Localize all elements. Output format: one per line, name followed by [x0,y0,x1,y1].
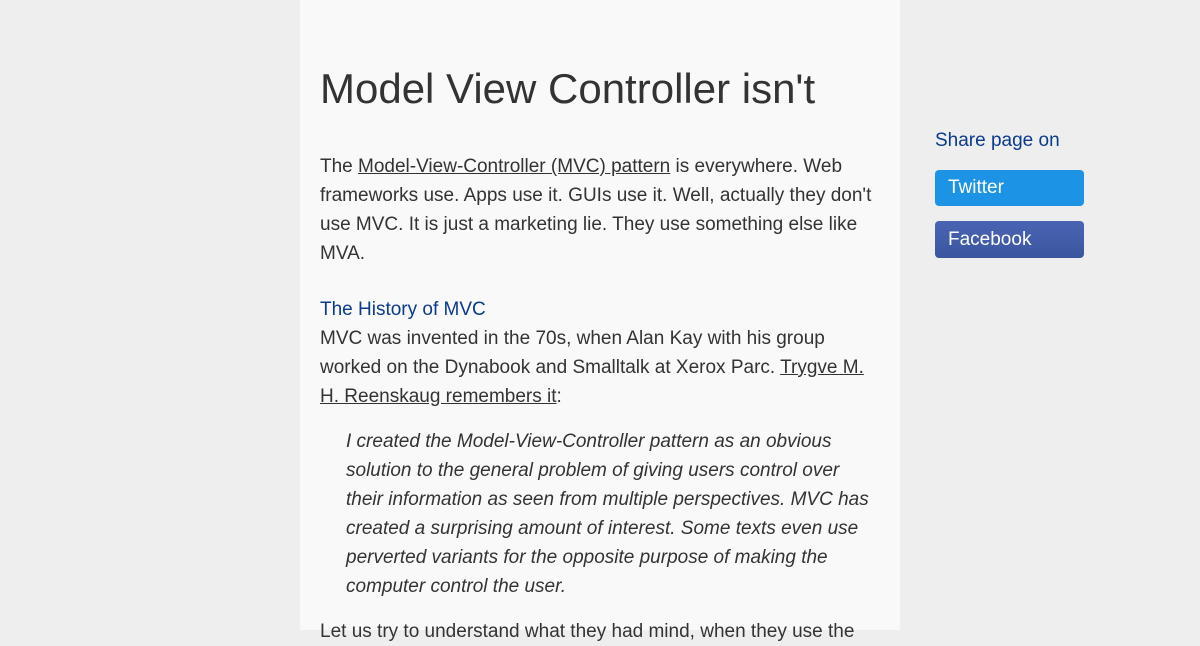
intro-text-after: is everywhere. Web frameworks use. Apps use it. GUIs use it. Well, actually they don't use MVC. It is just a marketing lie. They use something else like MVA. [320,156,872,264]
history-text-after: : [556,386,562,407]
share-label: Share page on [935,130,1060,151]
page-title: Model View Controller isn't [320,65,816,112]
history-text-before: MVC was invented in the 70s, when Alan Kay with his group worked on the Dynabook and Smalltalk at Xerox Parc. [320,328,825,378]
reenskaug-link[interactable]: Trygve M. H. Reenskaug remembers it [320,357,864,407]
continuation-paragraph: Let us try to understand what they had mind, when they use the [320,621,855,642]
twitter-share-button[interactable]: Twitter [935,170,1084,206]
facebook-share-button[interactable]: Facebook [935,221,1084,258]
article [300,0,900,642]
reenskaug-quote: I created the Model-View-Controller pattern as an obvious solution to the general problem of giving users control over their information as seen from multiple perspectives. MVC has created a surprising amount of interest. Some texts even use perverted variants for the opposite purpose of making the computer control the user. [346,431,869,597]
history-paragraph [320,324,880,411]
intro-paragraph [320,152,880,268]
intro-text-before: The [320,156,359,177]
share-panel [935,127,1085,258]
mvc-pattern-link[interactable]: Model-View-Controller (MVC) pattern [358,156,671,177]
history-heading: The History of MVC [320,299,486,320]
